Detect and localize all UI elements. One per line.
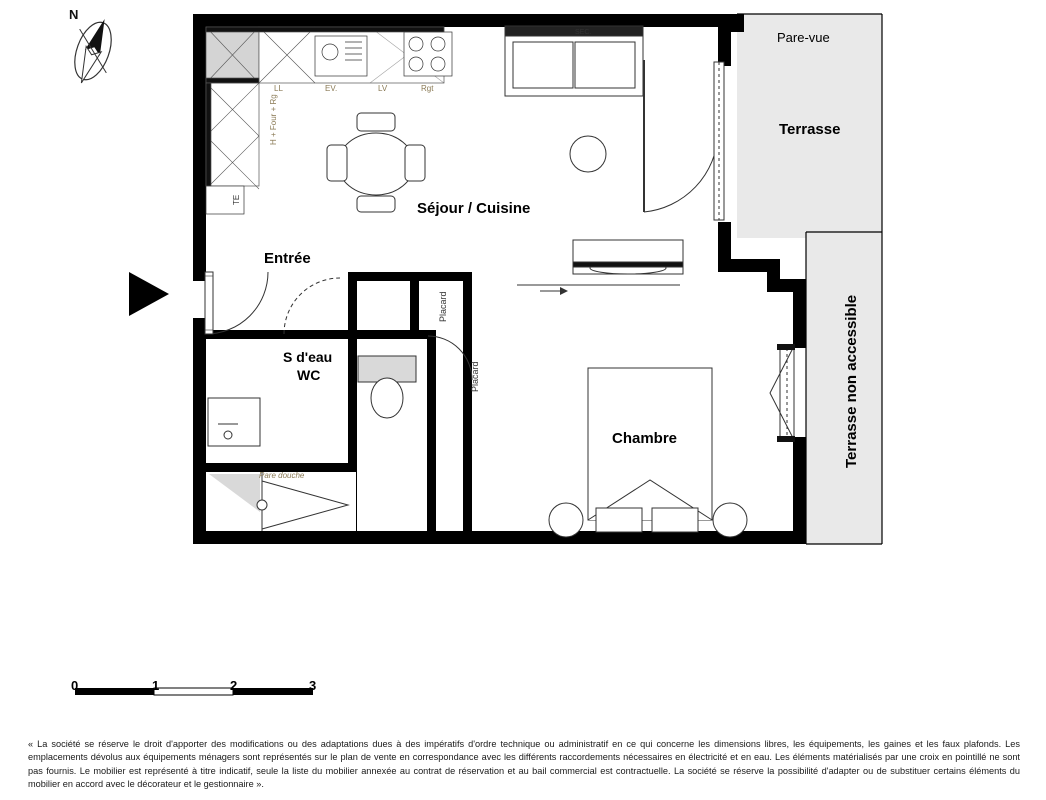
scale-tick-1: 1 <box>152 678 160 693</box>
svg-text:N: N <box>69 7 79 22</box>
room-label-terrasse: Terrasse <box>779 121 841 138</box>
tv-unit <box>573 240 683 274</box>
room-label-entree: Entrée <box>264 250 311 267</box>
terrace-areas <box>737 14 882 544</box>
scale-bar-graphic <box>75 688 313 695</box>
living-furniture <box>505 26 643 172</box>
bed <box>549 368 747 537</box>
label-evier: EV. <box>325 84 338 93</box>
label-lave-linge: LL <box>274 84 283 93</box>
legal-disclaimer: « La société se réserve le droit d'apporter des modifications ou des adaptations dues à des impératifs d'ordre technique ou administratif en ce qui concerne les dimensions libres, les équipements, les gaines et les faux plafonds. Les emplacements dévolus aux équipements ménagers sont représentés sur le plan de vente en correspondance avec les différents raccordements nécessaires en électricité et en eau. Les éléments matérialisés par une croix en pointillé ne sont pas fournis. Le mobilier est représenté à titre indicatif, seule la liste du mobilier annexée au contrat de réservation et au bail commercial est contractuelle. La société se réserve la possibilité d'adapter ou de substituer certains éléments du mobilier en accord avec le décorateur et le gestionnaire ». <box>28 739 1020 790</box>
label-terrasse-non-accessible: Terrasse non accessible <box>843 294 860 468</box>
label-rangement: Rgt <box>421 84 434 93</box>
label-placard-1: Placard <box>438 291 448 322</box>
kitchen-units <box>206 27 452 214</box>
label-lave-vaisselle: LV <box>378 84 388 93</box>
room-label-sejour-cuisine: Séjour / Cuisine <box>417 200 531 217</box>
label-hotte-four-rangement: H + Four + Rg <box>269 94 278 145</box>
label-sechoir: SEC. <box>575 29 592 36</box>
scale-tick-2: 2 <box>230 678 238 693</box>
room-label-wc: WC <box>297 367 321 383</box>
compass-icon <box>55 5 131 91</box>
label-pare-vue: Pare-vue <box>777 30 830 45</box>
label-pare-douche: Pare douche <box>259 471 305 480</box>
direction-arrow <box>517 285 680 295</box>
room-label-chambre: Chambre <box>612 430 678 447</box>
label-placard-2: Placard <box>470 361 480 392</box>
dining-set <box>327 113 425 212</box>
room-label-salle-d-eau: S d'eau <box>283 349 333 365</box>
scale-tick-0: 0 <box>71 678 79 693</box>
viewpoint-marker <box>129 272 169 316</box>
label-te: TE <box>232 194 241 205</box>
scale-tick-3: 3 <box>309 678 317 693</box>
